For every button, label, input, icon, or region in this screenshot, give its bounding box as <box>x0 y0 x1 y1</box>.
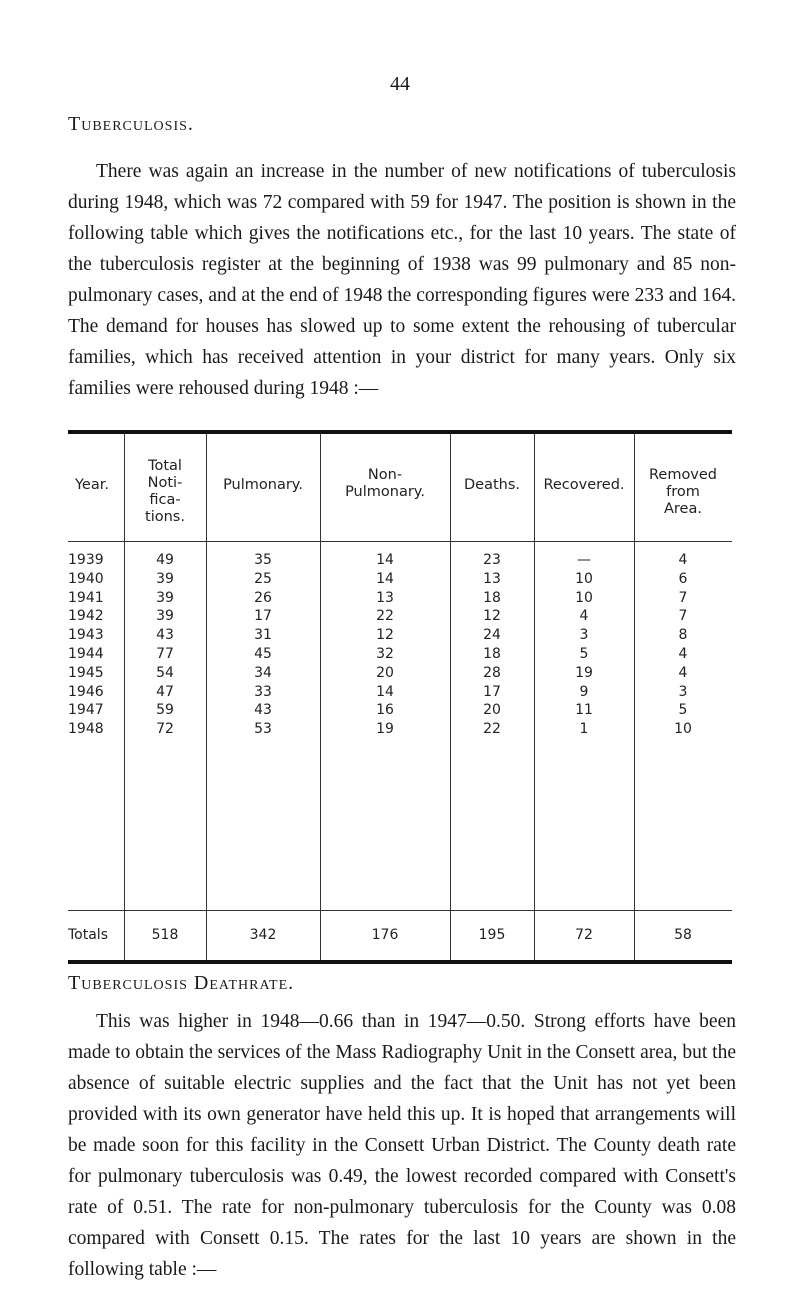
cell-non-pulmonary: 20 <box>376 664 394 681</box>
header-non-pulmonary <box>321 467 449 501</box>
table-top-rule <box>68 430 732 434</box>
cell-total-notifications: 47 <box>156 683 174 700</box>
header-year <box>66 477 118 494</box>
cell-deaths: 28 <box>483 664 501 681</box>
notifications-table <box>68 430 732 964</box>
cell-year: 1947 <box>68 702 104 719</box>
col-divider <box>534 434 535 960</box>
header-line: Total <box>148 458 182 474</box>
cell-non-pulmonary: 14 <box>376 570 394 587</box>
cell-pulmonary: 53 <box>254 721 272 738</box>
cell-pulmonary: 33 <box>254 683 272 700</box>
cell-removed-from-area: 4 <box>678 552 688 568</box>
cell-pulmonary: 35 <box>254 552 272 568</box>
cell-pulmonary: 45 <box>254 646 272 662</box>
cell-total-notifications: 39 <box>156 589 174 606</box>
totals-label: Totals <box>68 927 108 943</box>
header-line: Removed <box>648 467 718 483</box>
cell-deaths: 18 <box>483 589 501 606</box>
total-pulmonary: 342 <box>249 927 277 943</box>
header-line: tions. <box>145 509 185 525</box>
cell-pulmonary: 43 <box>254 702 272 719</box>
tuberculosis-paragraph <box>68 156 736 404</box>
cell-removed-from-area: 8 <box>678 627 688 644</box>
cell-non-pulmonary: 22 <box>376 608 394 625</box>
cell-total-notifications: 49 <box>156 552 174 568</box>
cell-removed-from-area: 4 <box>678 646 688 662</box>
cell-year: 1943 <box>68 627 104 644</box>
page-number: 44 <box>390 73 410 95</box>
col-divider <box>320 434 321 960</box>
cell-removed-from-area: 7 <box>678 608 688 625</box>
col-divider <box>450 434 451 960</box>
cell-deaths: 12 <box>483 608 501 625</box>
total-deaths: 195 <box>478 927 506 943</box>
header-pulmonary <box>207 477 319 494</box>
cell-year: 1945 <box>68 664 104 681</box>
cell-removed-from-area: 5 <box>678 702 688 719</box>
total-total-notifications: 518 <box>151 927 179 943</box>
deathrate-paragraph-text: This was higher in 1948—0.66 than in 1947—0.50. Strong efforts have been made to obtain the services of the Mass Radiography Unit in the Consett area, but the absence of suitable electric supplies and the fact that the Unit has not yet been provided with its own generator have held this up. It is hoped that arrangements will be made soon for this facility in the Consett Urban District. The County death rate for pulmonary tuberculosis was 0.49, the lowest recorded compared with Consett's rate of 0.51. The rate for non-pulmonary tuberculosis for the County was 0.08 compared with Consett 0.15. The rates for the last 10 years are shown in the following table :— <box>68 1011 736 1280</box>
col-divider <box>206 434 207 960</box>
cell-deaths: 17 <box>483 683 501 700</box>
cell-year: 1939 <box>68 552 104 568</box>
header-line: Pulmonary. <box>223 477 303 493</box>
cell-year: 1946 <box>68 683 104 700</box>
cell-pulmonary: 31 <box>254 627 272 644</box>
cell-deaths: 20 <box>483 702 501 719</box>
cell-recovered: 10 <box>575 570 593 587</box>
cell-total-notifications: 39 <box>156 570 174 587</box>
header-line: Year. <box>75 477 109 493</box>
cell-year: 1941 <box>68 589 104 606</box>
cell-recovered: 9 <box>579 683 589 700</box>
cell-removed-from-area: 10 <box>674 721 692 738</box>
cell-non-pulmonary: 32 <box>376 646 394 662</box>
cell-recovered: 4 <box>579 608 589 625</box>
cell-recovered: 10 <box>575 589 593 606</box>
cell-deaths: 13 <box>483 570 501 587</box>
cell-removed-from-area: 7 <box>678 589 688 606</box>
header-line: Pulmonary. <box>345 484 425 500</box>
cell-non-pulmonary: 13 <box>376 589 394 606</box>
header-rule <box>68 541 732 542</box>
cell-total-notifications: 39 <box>156 608 174 625</box>
cell-non-pulmonary: 14 <box>376 552 394 568</box>
cell-non-pulmonary: 19 <box>376 721 394 738</box>
cell-deaths: 22 <box>483 721 501 738</box>
header-line: fica- <box>149 492 181 508</box>
header-line: Recovered. <box>543 477 625 493</box>
cell-year: 1944 <box>68 646 104 662</box>
cell-year: 1940 <box>68 570 104 587</box>
header-line: from <box>666 484 700 500</box>
total-non-pulmonary: 176 <box>371 927 399 943</box>
header-recovered <box>535 477 633 494</box>
header-line: Area. <box>664 501 702 517</box>
header-removed-from-area <box>635 467 731 518</box>
cell-total-notifications: 72 <box>156 721 174 738</box>
cell-pulmonary: 17 <box>254 608 272 625</box>
deathrate-heading: Tuberculosis Deathrate. <box>68 972 295 994</box>
header-line: Deaths. <box>463 477 520 493</box>
table-bottom-rule <box>68 960 732 964</box>
cell-pulmonary: 25 <box>254 570 272 587</box>
cell-recovered: — <box>577 552 591 568</box>
cell-total-notifications: 54 <box>156 664 174 681</box>
cell-deaths: 23 <box>483 552 501 568</box>
header-line: Noti- <box>147 475 183 491</box>
cell-removed-from-area: 3 <box>678 683 688 700</box>
cell-non-pulmonary: 16 <box>376 702 394 719</box>
header-total-notifications <box>125 458 205 526</box>
cell-year: 1942 <box>68 608 104 625</box>
cell-recovered: 3 <box>579 627 589 644</box>
total-removed-from-area: 58 <box>674 927 692 943</box>
cell-recovered: 1 <box>579 721 589 738</box>
cell-total-notifications: 77 <box>156 646 174 662</box>
cell-non-pulmonary: 14 <box>376 683 394 700</box>
total-recovered: 72 <box>575 927 593 943</box>
cell-total-notifications: 59 <box>156 702 174 719</box>
tuberculosis-heading: Tuberculosis. <box>68 113 194 135</box>
cell-removed-from-area: 6 <box>678 570 688 587</box>
cell-non-pulmonary: 12 <box>376 627 394 644</box>
cell-year: 1948 <box>68 721 104 738</box>
totals-rule <box>68 910 732 911</box>
cell-deaths: 18 <box>483 646 501 662</box>
header-deaths <box>451 477 533 494</box>
cell-deaths: 24 <box>483 627 501 644</box>
deathrate-paragraph <box>68 1006 736 1285</box>
header-line: Non- <box>367 467 403 483</box>
cell-pulmonary: 26 <box>254 589 272 606</box>
cell-recovered: 5 <box>579 646 589 662</box>
cell-recovered: 11 <box>575 702 593 719</box>
tuberculosis-paragraph-text: There was again an increase in the number of new notifications of tuberculosis during 1948, which was 72 compared with 59 for 1947. The position is shown in the following table which gives the notifications etc., for the last 10 years. The state of the tuberculosis register at the beginning of 1938 was 99 pulmonary and 85 non-pulmonary cases, and at the end of 1948 the corresponding figures were 233 and 164. The demand for houses has slowed up to some extent the rehousing of tubercular families, which has received attention in your district for many years. Only six families were rehoused during 1948 :— <box>68 161 736 399</box>
cell-total-notifications: 43 <box>156 627 174 644</box>
cell-pulmonary: 34 <box>254 664 272 681</box>
cell-removed-from-area: 4 <box>678 664 688 681</box>
cell-recovered: 19 <box>575 664 593 681</box>
